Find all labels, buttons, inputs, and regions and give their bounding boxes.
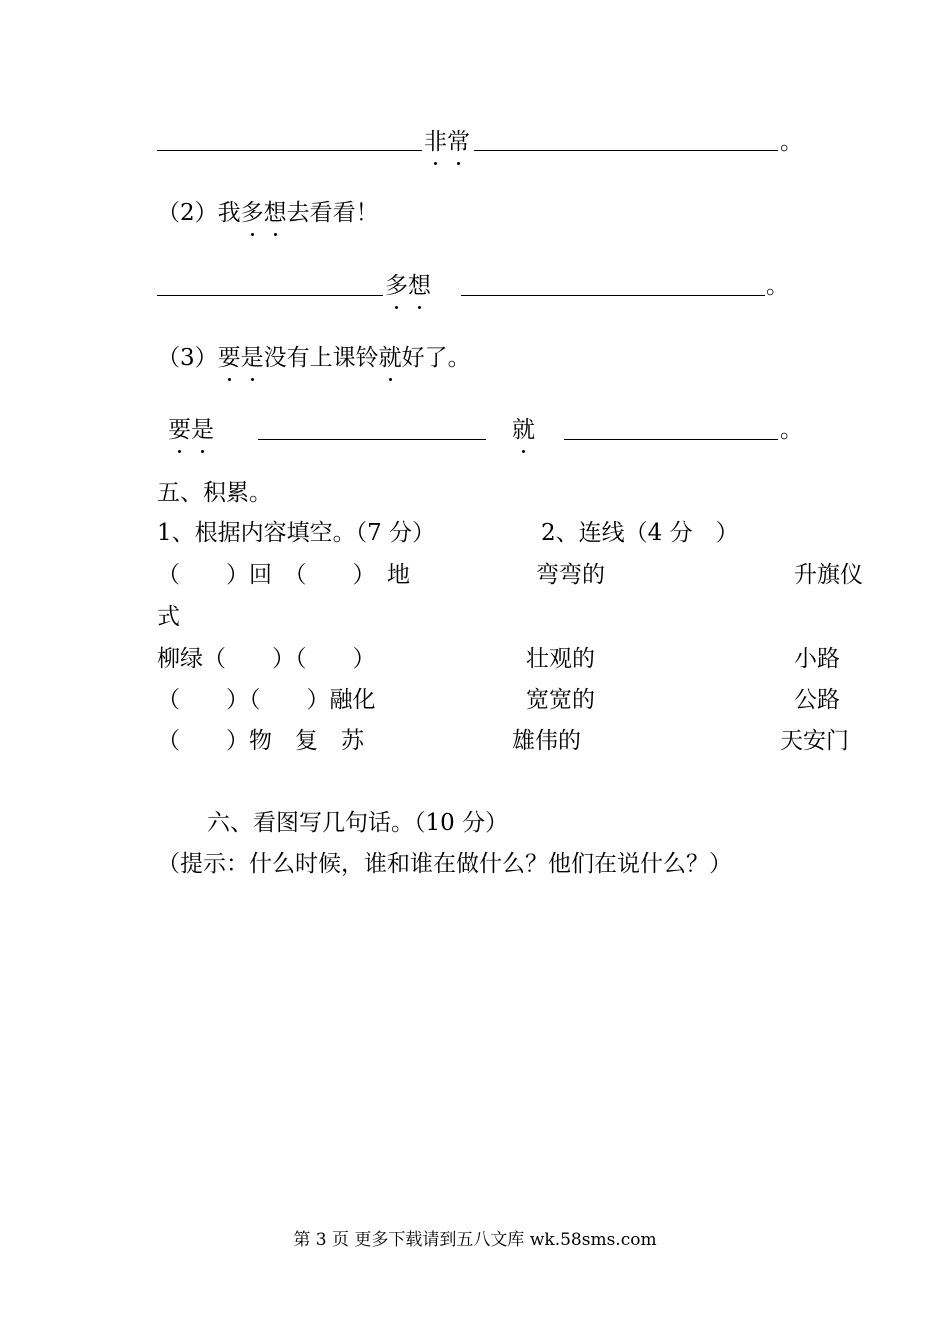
sentence-2-prompt: （2）我多想去看看！ — [157, 200, 379, 226]
sentence-end: 。 — [780, 129, 803, 155]
match-right-2[interactable]: 小路 — [794, 646, 840, 672]
section-6-title: 六、看图写几句话。（10 分） — [207, 810, 509, 836]
dotted-char: 想 — [408, 273, 431, 299]
fill-row-3[interactable]: （ ）（ ）融化 — [157, 687, 376, 713]
fill-row-2[interactable]: 柳绿（ ）（ ） — [157, 646, 376, 672]
dotted-char: 要 — [168, 417, 191, 443]
match-left-2[interactable]: 壮观的 — [526, 646, 595, 672]
match-left-3[interactable]: 宽宽的 — [526, 687, 595, 713]
section-5-title: 五、积累。 — [157, 480, 272, 506]
keyword-duoxiang — [385, 271, 431, 301]
dotted-char: 多 — [385, 273, 408, 299]
match-left-1[interactable]: 弯弯的 — [536, 562, 605, 588]
sentence-3-prompt: （3）要是没有上课铃就好了。 — [157, 345, 471, 371]
blank-line-2a[interactable] — [157, 295, 383, 296]
keyword-yaoshi — [168, 415, 214, 445]
blank-line-3a[interactable] — [258, 439, 486, 440]
match-left-4[interactable]: 雄伟的 — [512, 728, 581, 754]
dotted-char: 多 — [240, 200, 264, 226]
dotted-char: 非 — [424, 129, 447, 155]
question-1: 1、根据内容填空。（7 分） — [157, 520, 436, 546]
dotted-char: 是 — [191, 417, 214, 443]
section-6-hint: （提示：什么时候，谁和谁在做什么？他们在说什么？） — [157, 851, 732, 877]
match-right-3[interactable]: 公路 — [794, 687, 840, 713]
blank-line-1a[interactable] — [157, 150, 422, 151]
dotted-char: 想 — [263, 200, 287, 226]
match-right-1-wrap: 式 — [157, 604, 180, 630]
match-right-1[interactable]: 升旗仪 — [794, 562, 863, 588]
keyword-jiu — [512, 415, 535, 445]
question-2: 2、连线（4 分 ） — [541, 520, 739, 546]
blank-line-3b[interactable] — [564, 439, 778, 440]
dotted-char: 要 — [217, 345, 241, 371]
sentence-end: 。 — [780, 417, 803, 443]
match-right-4[interactable]: 天安门 — [780, 728, 849, 754]
keyword-feichang — [424, 127, 470, 157]
sentence-end: 。 — [766, 273, 789, 299]
fill-row-1[interactable]: （ ）回 （ ） 地 — [157, 562, 410, 588]
blank-line-2b[interactable] — [461, 295, 765, 296]
page-footer: 第 3 页 更多下载请到五八文库 wk.58sms.com — [293, 1230, 657, 1250]
dotted-char: 常 — [447, 129, 470, 155]
dotted-char: 是 — [240, 345, 264, 371]
blank-line-1b[interactable] — [474, 150, 778, 151]
fill-row-4[interactable]: （ ）物 复 苏 — [157, 728, 364, 754]
dotted-char: 就 — [378, 345, 402, 371]
dotted-char: 就 — [512, 417, 535, 443]
